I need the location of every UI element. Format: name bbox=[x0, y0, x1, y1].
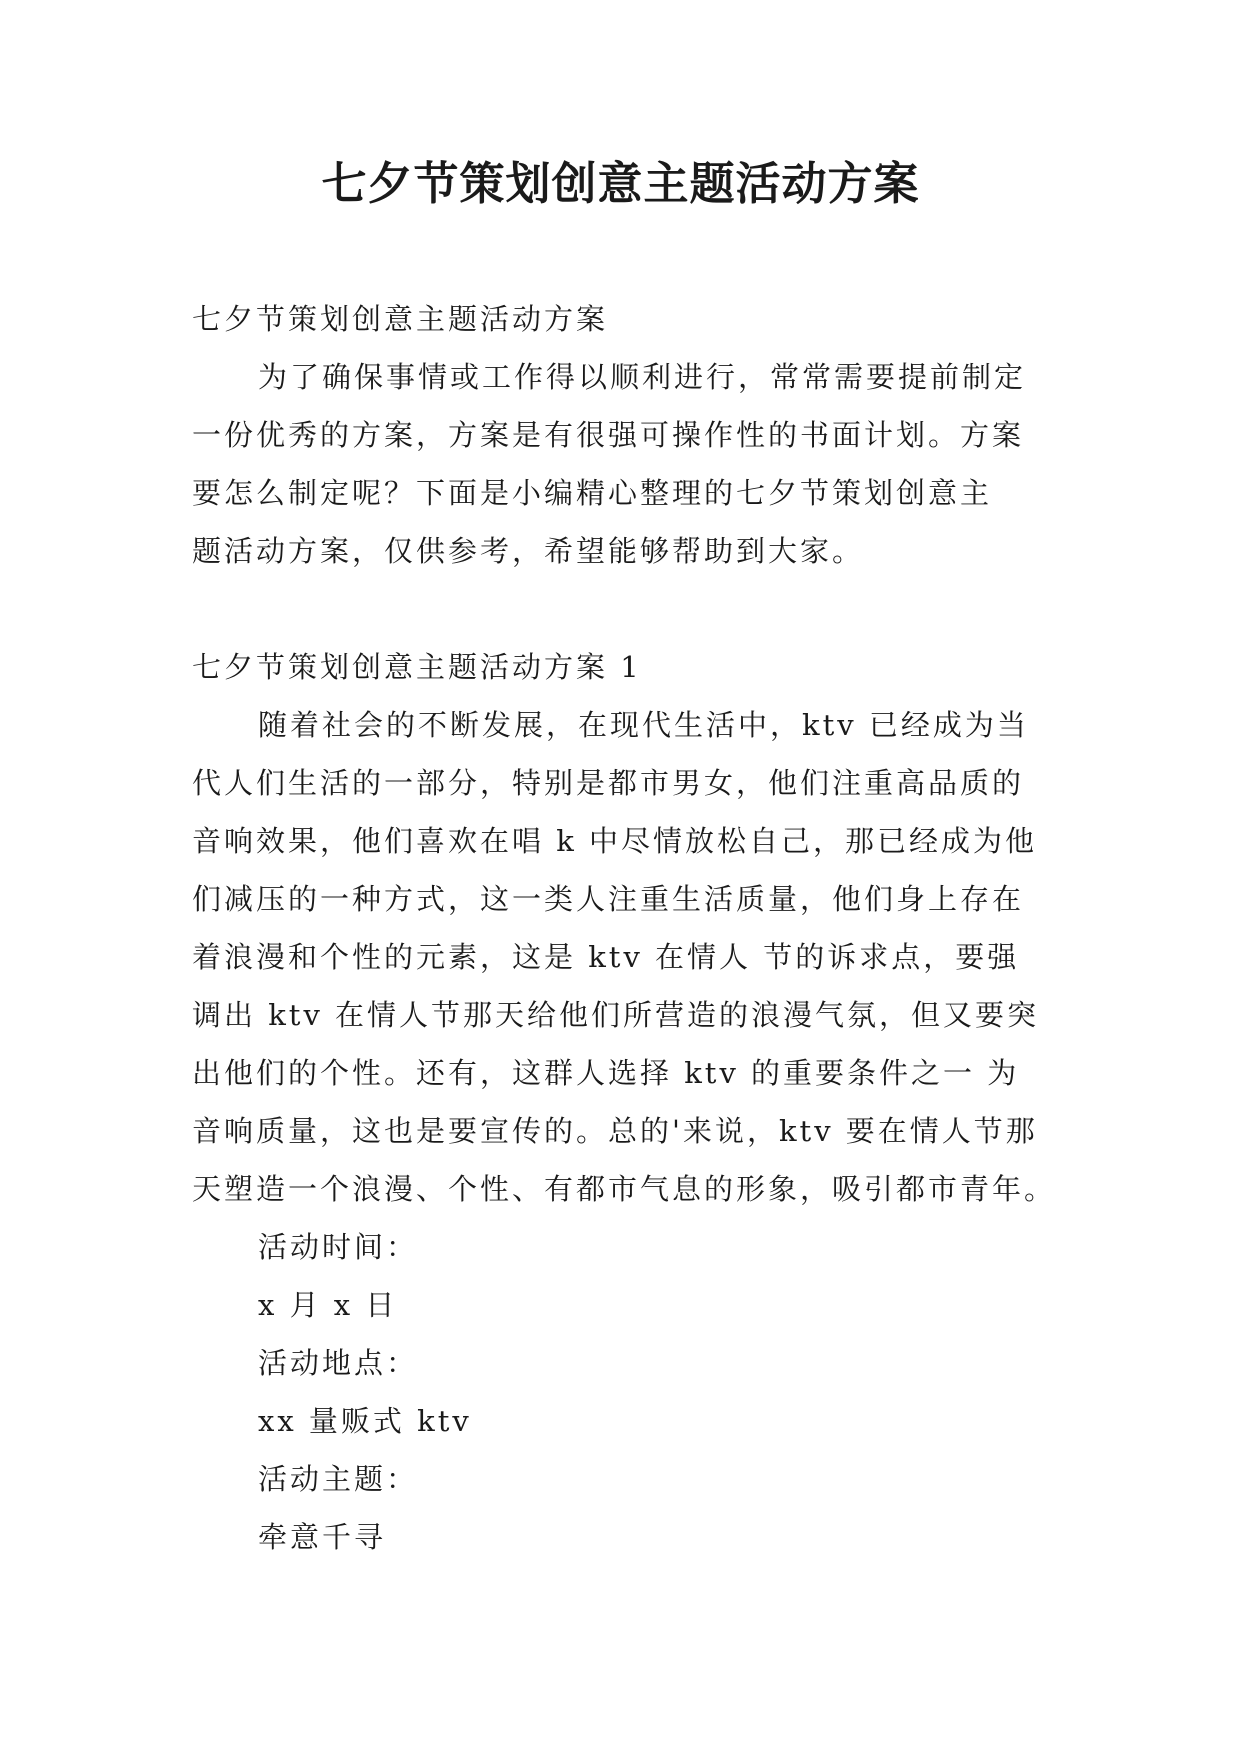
activity-location-label: 活动地点： bbox=[258, 1346, 419, 1380]
section1-line-2: 代人们生活的一部分，特别是都市男女，他们注重高品质的 bbox=[192, 766, 1025, 800]
section1-line-6: 调出 ktv 在情人节那天给他们所营造的浪漫气氛，但又要突 bbox=[192, 998, 1040, 1032]
section1-line-3: 音响效果，他们喜欢在唱 k 中尽情放松自己，那已经成为他 bbox=[192, 824, 1038, 858]
section1-line-7: 出他们的个性。还有，这群人选择 ktv 的重要条件之一 为 bbox=[192, 1056, 1020, 1090]
section1-line-4: 们减压的一种方式，这一类人注重生活质量，他们身上存在 bbox=[192, 882, 1025, 916]
intro-line-1: 为了确保事情或工作得以顺利进行，常常需要提前制定 bbox=[258, 360, 1027, 394]
activity-theme-value: 牵意千寻 bbox=[258, 1520, 387, 1554]
activity-time-label: 活动时间： bbox=[258, 1230, 419, 1264]
section1-line-8: 音响质量，这也是要宣传的。总的'来说，ktv 要在情人节那 bbox=[192, 1114, 1038, 1148]
section1-line-9: 天塑造一个浪漫、个性、有都市气息的形象，吸引都市青年。 bbox=[192, 1172, 1057, 1206]
activity-time-value: x 月 x 日 bbox=[258, 1288, 398, 1322]
intro-heading: 七夕节策划创意主题活动方案 bbox=[192, 302, 609, 336]
activity-theme-label: 活动主题： bbox=[258, 1462, 419, 1496]
section1-line-1: 随着社会的不断发展，在现代生活中，ktv 已经成为当 bbox=[258, 708, 1029, 742]
paragraph-gap bbox=[192, 580, 1052, 638]
activity-location-value: xx 量贩式 ktv bbox=[258, 1404, 472, 1438]
intro-line-3: 要怎么制定呢？下面是小编精心整理的七夕节策划创意主 bbox=[192, 476, 993, 510]
document-title: 七夕节策划创意主题活动方案 bbox=[321, 157, 920, 210]
document-body bbox=[192, 290, 1057, 1566]
intro-line-4: 题活动方案，仅供参考，希望能够帮助到大家。 bbox=[192, 534, 865, 568]
section1-line-5: 着浪漫和个性的元素，这是 ktv 在情人 节的诉求点，要强 bbox=[192, 940, 1020, 974]
section1-heading: 七夕节策划创意主题活动方案 1 bbox=[192, 650, 642, 684]
intro-line-2: 一份优秀的方案，方案是有很强可操作性的书面计划。方案 bbox=[192, 418, 1025, 452]
